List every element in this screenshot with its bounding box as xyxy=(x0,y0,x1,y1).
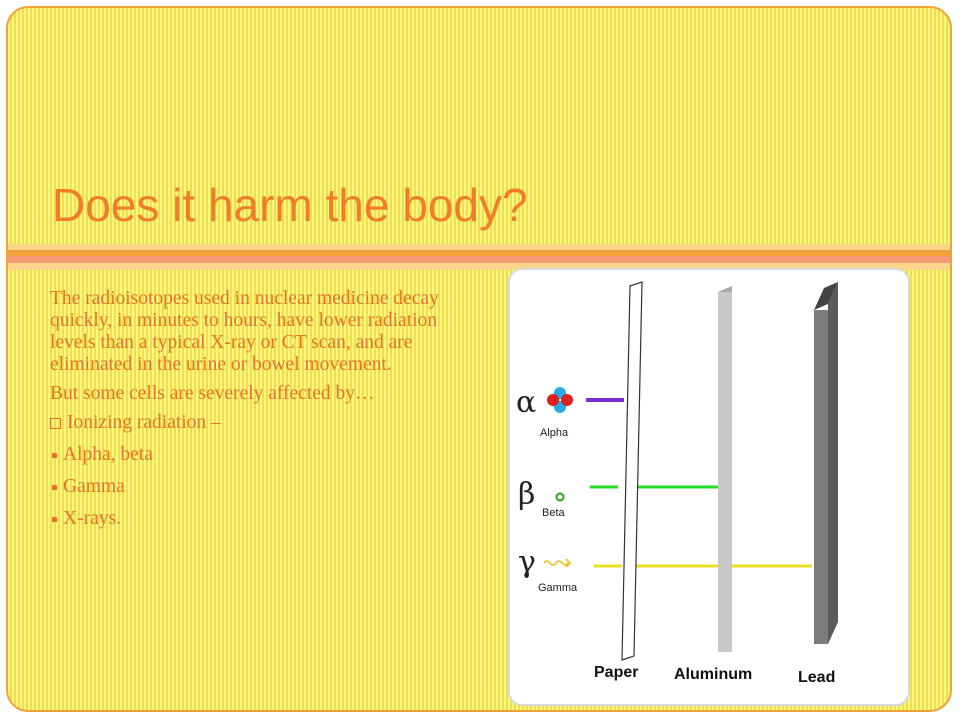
square-bullet-icon xyxy=(52,517,57,522)
list-item xyxy=(50,508,460,530)
beta-label: Beta xyxy=(542,507,565,519)
square-bullet-icon xyxy=(52,485,57,490)
lead-block-side xyxy=(828,282,838,644)
checkbox-bullet-icon xyxy=(50,418,61,429)
list-item xyxy=(50,444,460,466)
alpha-particle-icon xyxy=(547,387,573,413)
title-divider xyxy=(8,244,952,270)
gamma-label: Gamma xyxy=(538,582,578,594)
beta-particle-icon xyxy=(557,494,564,501)
diagram-svg xyxy=(510,270,908,704)
radiation-list xyxy=(50,412,460,530)
slide xyxy=(6,6,952,712)
body-text xyxy=(50,288,460,540)
radiation-penetration-diagram xyxy=(508,268,910,706)
list-heading-text: Ionizing radiation – xyxy=(67,412,221,433)
aluminum-plate xyxy=(718,292,732,652)
paper-label: Paper xyxy=(594,664,639,681)
alpha-label: Alpha xyxy=(540,427,569,439)
list-heading xyxy=(50,412,460,434)
paper-sheet xyxy=(622,282,642,660)
square-bullet-icon xyxy=(52,453,57,458)
gamma-wave-icon xyxy=(544,561,568,565)
beta-symbol: β xyxy=(518,477,536,512)
paragraph-cells-affected: But some cells are severely affected by… xyxy=(50,383,375,404)
list-item-text: Gamma xyxy=(63,476,125,497)
list-item xyxy=(50,476,460,498)
slide-title: Does it harm the body? xyxy=(52,179,528,231)
lead-block xyxy=(814,310,828,644)
list-item-text: Alpha, beta xyxy=(63,444,153,465)
paragraph-radioisotopes: The radioisotopes used in nuclear medicine decay quickly, in minutes to hours, have lower radiation levels than a typical X-ray or CT scan, and are eliminated in the urine or bowel movement. xyxy=(50,288,439,375)
gamma-symbol: γ xyxy=(518,545,536,580)
list-item-text: X-rays. xyxy=(63,508,121,529)
alpha-symbol: α xyxy=(516,385,537,420)
lead-label: Lead xyxy=(798,669,836,686)
aluminum-label: Aluminum xyxy=(674,666,753,683)
